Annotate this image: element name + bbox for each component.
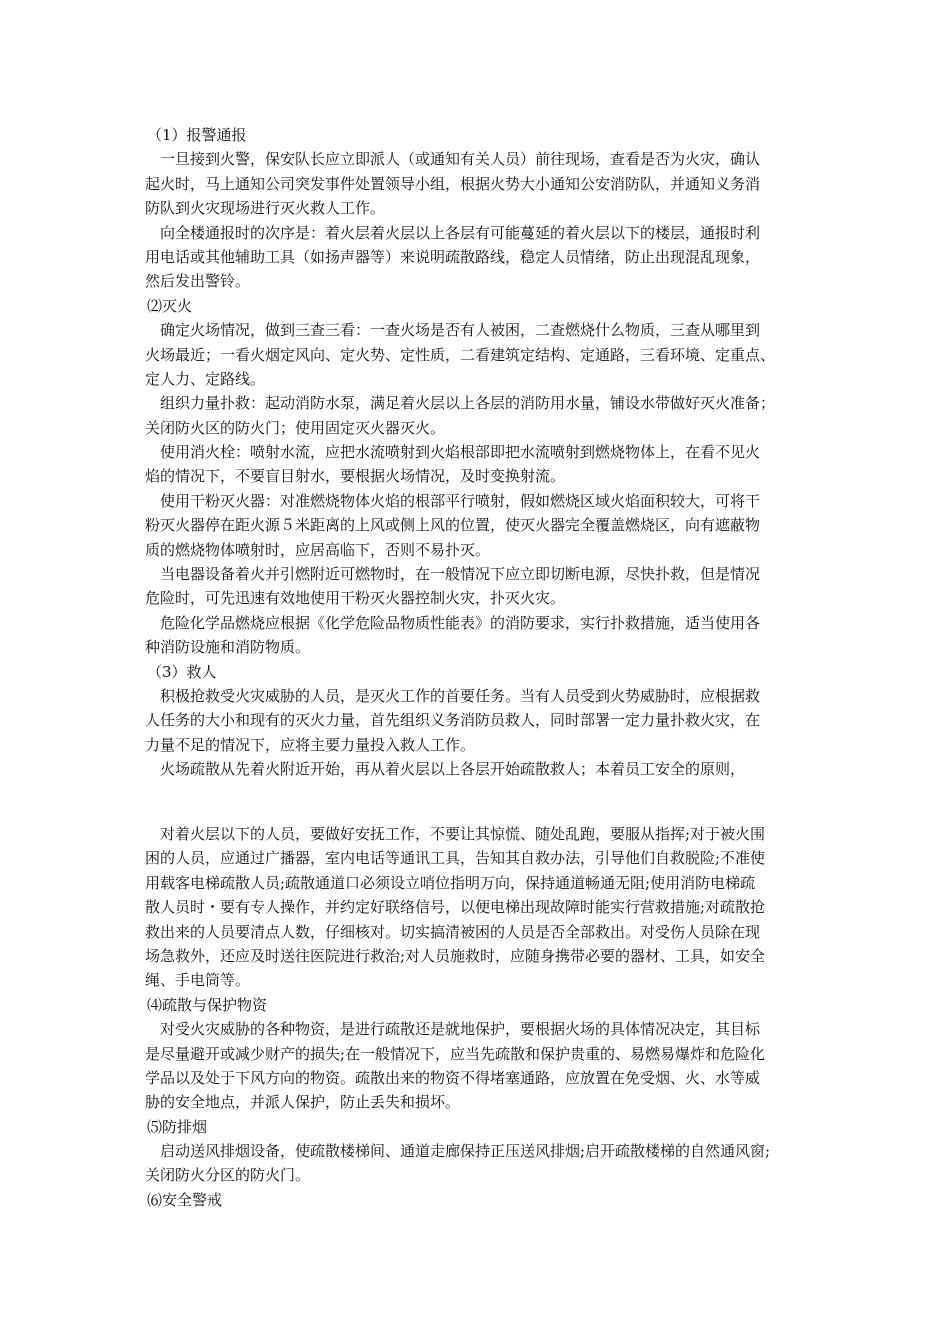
section-heading: ⑸防排烟 (147, 1117, 208, 1136)
paragraph-line: 使用消火栓：喷射水流，应把水流喷射到火焰根部即把水流喷射到燃烧物体上，在看不见火 (160, 443, 761, 462)
paragraph-line: 绳、手电筒等。 (145, 971, 251, 990)
paragraph-line: 对受火灾威胁的各种物资，是进行疏散还是就地保护，要根据火场的具体情况决定，其目标 (160, 1020, 761, 1039)
paragraph-line: 组织力量扑救：起动消防水泵，满足着火层以上各层的消防用水量，铺设水带做好灭火准备； (160, 394, 776, 413)
paragraph-line: 启动送风排烟设备，使疏散楼梯间、通道走廊保持正压送风排烟;启开疏散楼梯的自然通风窗; (160, 1142, 771, 1161)
section-heading: （3）救人 (147, 662, 217, 681)
paragraph-line: 积极抢救受火灾威胁的人员，是灭火工作的首要任务。当有人员受到火势威胁时，应根据救 (160, 686, 761, 705)
section-heading: （1）报警通报 (147, 126, 247, 144)
paragraph-line: 种消防设施和消防物质。 (145, 638, 311, 657)
paragraph-line: 力量不足的情况下，应将主要力量投入救人工作。 (145, 735, 476, 754)
paragraph-line: 当电器设备着火并引燃附近可燃物时，在一般情况下应立即切断电源，尽快扑救，但是情况 (160, 565, 761, 584)
paragraph-line: 向全楼通报时的次序是：着火层着火层以上各层有可能蔓延的着火层以下的楼层，通报时利 (160, 223, 761, 242)
paragraph-line: 用载客电梯疏散人员;疏散通道口必须设立哨位指明万向，保持通道畅通无阻;使用消防电梯疏 (145, 873, 756, 892)
paragraph-line: 危险化学品燃烧应根据《化学危险品物质性能表》的消防要求，实行扑救措施，适当使用各 (160, 613, 761, 632)
paragraph-line: 一旦接到火警，保安队长应立即派人（或通知有关人员）前往现场，查看是否为火灾，确认 (160, 150, 761, 169)
paragraph-line: 人任务的大小和现有的灭火力量，首先组织义务消防员救人，同时部署一定力量扑救火灾，在 (145, 711, 761, 730)
paragraph-line: 胁的安全地点，并派人保护，防止丢失和损坏。 (145, 1093, 461, 1112)
paragraph-line: 困的人员，应通过广播器，室内电话等通讯工具，告知其自救办法，引导他们自救脱险;不准使 (145, 849, 766, 868)
paragraph-line: 焰的情况下，不要盲目射水，要根据火场情况，及时变换射流。 (145, 467, 566, 486)
paragraph-line: 学品以及处于下风方向的物资。疏散出来的物资不得堵塞通路，应放置在免受烟、火、水等威 (145, 1068, 761, 1087)
paragraph-line: 起火时，马上通知公司突发事件处置领导小组，根据火势大小通知公安消防队，并通知义务消 (145, 174, 761, 193)
paragraph-line: 质的燃烧物体喷射时，应居高临下，否则不易扑灭。 (145, 540, 491, 559)
paragraph-line: 然后发出警铃。 (145, 272, 251, 291)
section-heading: ⑹安全警戒 (147, 1190, 223, 1209)
paragraph-line: 关闭防火区的防火门；使用固定灭火器灭火。 (145, 418, 446, 437)
paragraph-line: 危险时，可先迅速有效地使用干粉灭火器控制火灾，扑灭火灾。 (145, 589, 566, 608)
paragraph-line: 火场疏散从先着火附近开始，再从着火层以上各层开始疏散救人；本着员工安全的原则， (160, 760, 746, 779)
paragraph-line: 对着火层以下的人员，要做好安抚工作，不要让其惊慌、随处乱跑，要服从指挥;对于被火围 (160, 825, 766, 843)
section-heading: ⑷疏散与保护物资 (147, 995, 268, 1014)
paragraph-line: 关闭防火分区的防火门。 (145, 1166, 311, 1185)
paragraph-line: 救出来的人员要清点人数，仔细核对。切实搞清被困的人员是否全部救出。对受伤人员除在现 (145, 922, 761, 941)
paragraph-line: 确定火场情况，做到三查三看：一查火场是否有人被困，二查燃烧什么物质，三查从哪里到 (160, 321, 761, 340)
paragraph-line: 用电话或其他辅助工具（如扬声器等）来说明疏散路线，稳定人员情绪，防止出现混乱现象， (145, 247, 761, 266)
paragraph-line: 使用干粉灭火器：对准燃烧物体火焰的根部平行喷射，假如燃烧区域火焰面积较大，可将干 (160, 491, 761, 510)
paragraph-line: 火场最近；一看火烟定风向、定火势、定性质，二看建筑定结构、定通路，三看环境、定重点、 (145, 345, 776, 364)
text-block-bottom (145, 822, 810, 1212)
paragraph-line: 防队到火灾现场进行灭火救人工作。 (145, 199, 386, 218)
paragraph-line: 是尽量避开或减少财产的损失;在一般情况下，应当先疏散和保护贵重的、易燃易爆炸和危险化 (145, 1044, 766, 1063)
paragraph-line: 场急救外，还应及时送往医院进行救治;对人员施救时，应随身携带必要的器材、工具，如安全 (145, 946, 766, 965)
section-heading: ⑵灭火 (147, 296, 193, 315)
paragraph-line: 粉灭火器停在距火源５米距离的上风或侧上风的位置，使灭火器完全覆盖燃烧区，向有遮蔽物 (145, 516, 761, 535)
paragraph-line: 定人力、定路线。 (145, 369, 266, 388)
paragraph-line: 散人员时・要有专人操作，并约定好联络信号，以便电梯出现故障时能实行营救措施;对疏散抢 (145, 898, 766, 917)
text-block-top (145, 123, 810, 782)
